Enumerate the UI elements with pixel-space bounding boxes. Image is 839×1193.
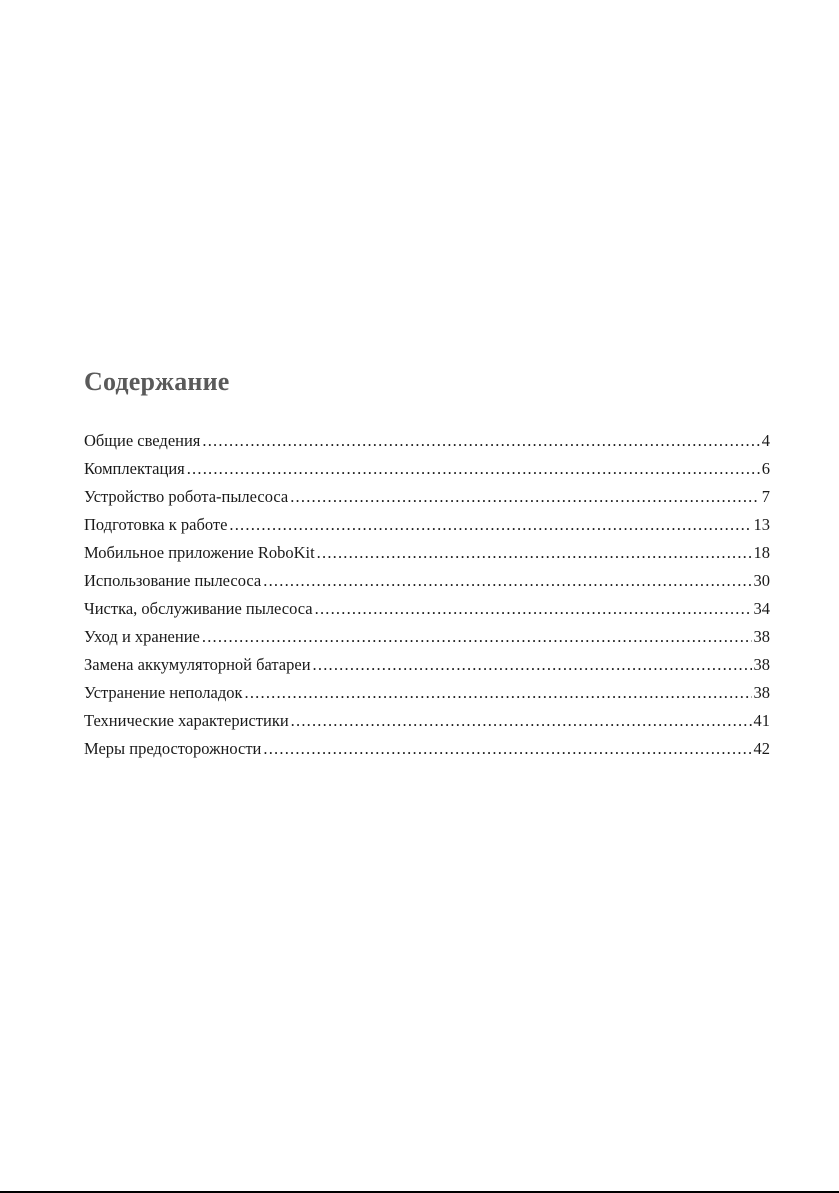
toc-entry-label: Комплектация bbox=[84, 459, 185, 478]
toc-entry-label: Устранение неполадок bbox=[84, 683, 243, 702]
toc-entry-preparation[interactable] bbox=[84, 511, 770, 539]
toc-entry-usage[interactable] bbox=[84, 567, 770, 595]
toc-entry-device-structure[interactable] bbox=[84, 483, 770, 511]
toc-entry-page: 34 bbox=[753, 599, 770, 618]
toc-entry-page: 6 bbox=[761, 459, 770, 478]
toc-entry-page: 7 bbox=[761, 487, 770, 506]
toc-dot-leader bbox=[263, 567, 751, 595]
toc-entry-troubleshooting[interactable] bbox=[84, 679, 770, 707]
toc-dot-leader bbox=[187, 455, 760, 483]
toc-entry-battery-replacement[interactable] bbox=[84, 651, 770, 679]
toc-entry-page: 38 bbox=[753, 627, 770, 646]
toc-dot-leader bbox=[317, 539, 752, 567]
toc-entry-package-contents[interactable] bbox=[84, 455, 770, 483]
toc-entry-care-storage[interactable] bbox=[84, 623, 770, 651]
toc-dot-leader bbox=[290, 483, 760, 511]
toc-list bbox=[84, 427, 770, 763]
toc-entry-page: 4 bbox=[761, 431, 770, 450]
toc-title: Содержание bbox=[84, 367, 230, 396]
toc-dot-leader bbox=[291, 707, 752, 735]
toc-entry-page: 18 bbox=[753, 543, 770, 562]
toc-entry-label: Замена аккумуляторной батареи bbox=[84, 655, 311, 674]
toc-entry-page: 13 bbox=[753, 515, 770, 534]
toc-entry-page: 30 bbox=[753, 571, 770, 590]
toc-dot-leader bbox=[229, 511, 751, 539]
toc-entry-page: 38 bbox=[753, 655, 770, 674]
toc-entry-label: Меры предосторожности bbox=[84, 739, 262, 758]
toc-entry-page: 38 bbox=[753, 683, 770, 702]
toc-entry-label: Подготовка к работе bbox=[84, 515, 228, 534]
toc-entry-label: Чистка, обслуживание пылесоса bbox=[84, 599, 313, 618]
toc-dot-leader bbox=[245, 679, 752, 707]
toc-dot-leader bbox=[315, 595, 752, 623]
toc-entry-mobile-app[interactable] bbox=[84, 539, 770, 567]
toc-dot-leader bbox=[202, 427, 759, 455]
toc-dot-leader bbox=[313, 651, 752, 679]
toc-entry-specifications[interactable] bbox=[84, 707, 770, 735]
toc-entry-label: Использование пылесоса bbox=[84, 571, 262, 590]
toc-entry-label: Уход и хранение bbox=[84, 627, 200, 646]
toc-entry-safety-precautions[interactable] bbox=[84, 735, 770, 763]
toc-entry-label: Мобильное приложение RoboKit bbox=[84, 543, 315, 562]
toc-dot-leader bbox=[202, 623, 752, 651]
toc-entry-label: Устройство робота-пылесоса bbox=[84, 487, 289, 506]
toc-entry-page: 41 bbox=[753, 711, 770, 730]
toc-entry-cleaning-maintenance[interactable] bbox=[84, 595, 770, 623]
toc-entry-label: Общие сведения bbox=[84, 431, 201, 450]
toc-entry-label: Технические характеристики bbox=[84, 711, 289, 730]
toc-dot-leader bbox=[263, 735, 751, 763]
toc-entry-page: 42 bbox=[753, 739, 770, 758]
toc-entry-general-info[interactable] bbox=[84, 427, 770, 455]
